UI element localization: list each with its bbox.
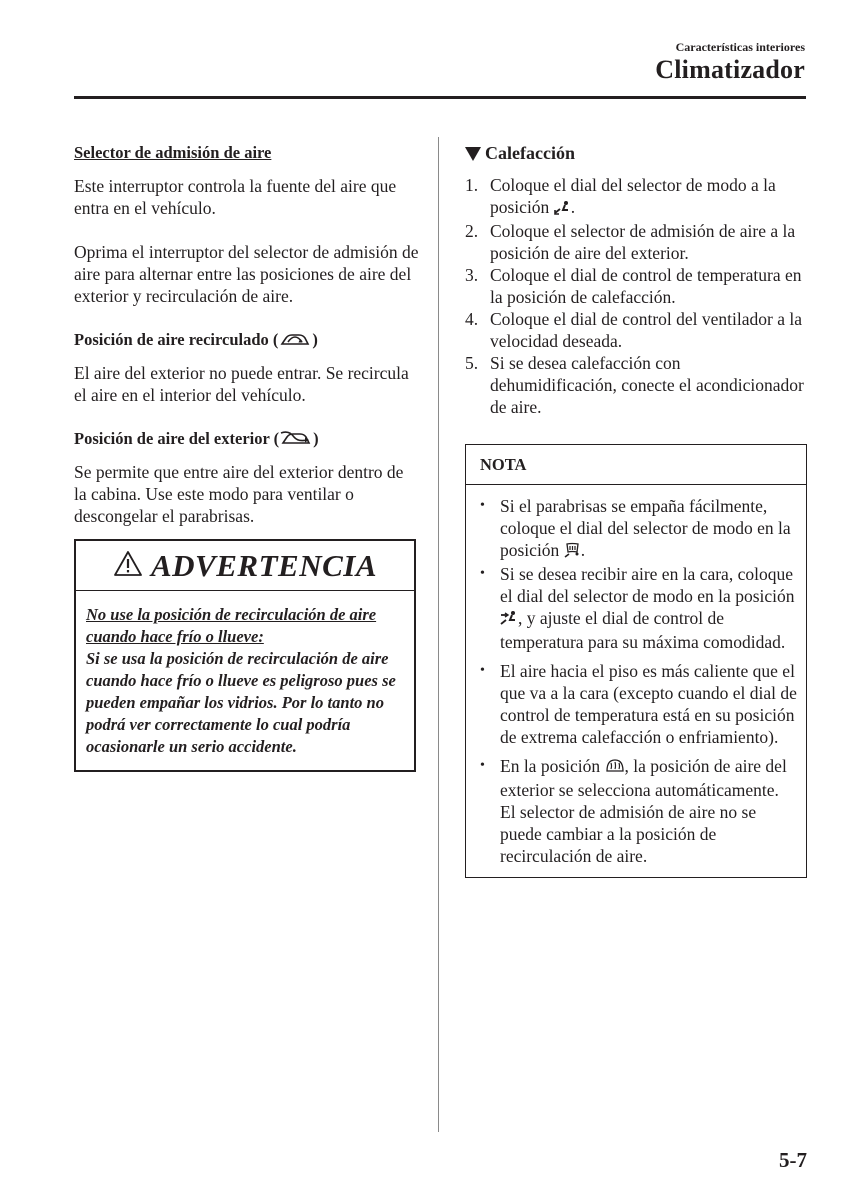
list-item — [465, 220, 807, 264]
bullet: • — [480, 663, 485, 678]
list-item — [480, 563, 798, 653]
note-text-end: , y ajuste el dial de control de temperatura para su máxima comodidad. — [500, 608, 786, 652]
left-column — [74, 142, 419, 772]
bullet: • — [480, 758, 485, 773]
column-divider — [438, 137, 439, 1132]
list-item — [465, 308, 807, 352]
warning-body — [76, 591, 414, 770]
intro-paragraph: Este interruptor controla la fuente del aire que entra en el vehículo. — [74, 176, 397, 218]
note-text — [500, 563, 798, 653]
floor-mode-icon — [554, 198, 571, 220]
heating-heading-text: Calefacción — [485, 143, 575, 163]
list-item — [465, 174, 807, 220]
bi-level-mode-icon — [500, 609, 518, 631]
section-marker-icon — [465, 147, 481, 161]
section-heading: Selector de admisión de aire — [74, 143, 272, 162]
step-number: 5. — [465, 353, 479, 373]
note-body — [466, 485, 806, 877]
outside-air-heading-text: Posición de aire del exterior — [74, 429, 270, 448]
header-section-label: Características interiores — [675, 40, 805, 54]
warning-lead: No use la posición de recirculación de aire cuando hace frío o llueve: — [86, 605, 377, 646]
note-text-part: Si el parabrisas se empaña fácilmente, coloque el dial del selector de modo en la posición — [500, 496, 791, 560]
header-rule — [74, 96, 806, 99]
outside-air-heading: Posición de aire del exterior ( ) — [74, 428, 419, 453]
recirculated-heading: Posición de aire recirculado ( ) — [74, 329, 419, 354]
note-text-end: . — [580, 540, 586, 560]
bullet: • — [480, 566, 485, 581]
note-text: El aire hacia el piso es más caliente que el que va a la cara (excepto cuando el dial de control de temperatura está en su posición de extrema calefacción o enfriamiento). — [500, 661, 797, 747]
page-title: Climatizador — [655, 55, 805, 84]
note-text-end: , la posición de aire del exterior se selecciona automáticamente. El selector de admisión de aire no se puede cambiar a la posición de recirculación de aire. — [500, 756, 787, 866]
list-item — [480, 495, 798, 563]
warning-box — [74, 539, 416, 772]
step-text — [490, 174, 807, 220]
heating-heading — [465, 142, 807, 164]
outside-air-icon — [280, 429, 312, 453]
step-number: 3. — [465, 265, 479, 285]
step-number: 4. — [465, 309, 479, 329]
right-column — [465, 142, 807, 878]
step-text: Coloque el selector de admisión de aire a la posición de aire del exterior. — [490, 221, 796, 263]
note-box — [465, 444, 807, 878]
note-text — [500, 755, 798, 867]
operation-paragraph: Oprima el interruptor del selector de admisión de aire para alternar entre las posiciones de aire del exterior y recirculación de aire. — [74, 242, 419, 306]
list-item — [480, 755, 798, 867]
heating-steps — [465, 174, 807, 418]
recirculation-icon — [279, 330, 311, 354]
list-item — [465, 264, 807, 308]
floor-defrost-mode-icon — [564, 541, 581, 563]
step-text: Coloque el dial de control de temperatura en la posición de calefacción. — [490, 265, 802, 307]
list-item — [480, 660, 798, 748]
step-text-end: . — [570, 197, 576, 217]
page-number: 5-7 — [779, 1148, 807, 1172]
note-text — [500, 495, 798, 563]
list-item — [465, 352, 807, 418]
defrost-mode-icon — [605, 757, 625, 779]
recirculated-heading-text: Posición de aire recirculado — [74, 330, 269, 349]
warning-text: Si se usa la posición de recirculación de aire cuando hace frío o llueve es peligroso pues se pueden empañar los vidrios. Por lo tanto no podrá ver correctamente lo cual podría ocasionarle un serio accidente. — [86, 649, 396, 756]
step-text: Si se desea calefacción con dehumidificación, conecte el acondicionador de aire. — [490, 353, 804, 417]
step-number: 1. — [465, 175, 479, 195]
outside-air-text: Se permite que entre aire del exterior dentro de la cabina. Use este modo para ventilar o descongelar el parabrisas. — [74, 462, 404, 526]
note-text-part: Si se desea recibir aire en la cara, coloque el dial del selector de modo en la posición — [500, 564, 795, 606]
recirculated-text: El aire del exterior no puede entrar. Se recircula el aire en el interior del vehículo. — [74, 363, 409, 405]
warning-header — [76, 541, 414, 591]
bullet: • — [480, 498, 485, 513]
step-text: Coloque el dial de control del ventilador a la velocidad deseada. — [490, 309, 802, 351]
note-text-part: En la posición — [500, 756, 601, 776]
warning-triangle-icon — [113, 550, 143, 582]
step-text-part: Coloque el dial del selector de modo a la posición — [490, 175, 776, 217]
warning-title: ADVERTENCIA — [150, 547, 377, 583]
step-number: 2. — [465, 221, 479, 241]
note-title: NOTA — [466, 445, 806, 485]
